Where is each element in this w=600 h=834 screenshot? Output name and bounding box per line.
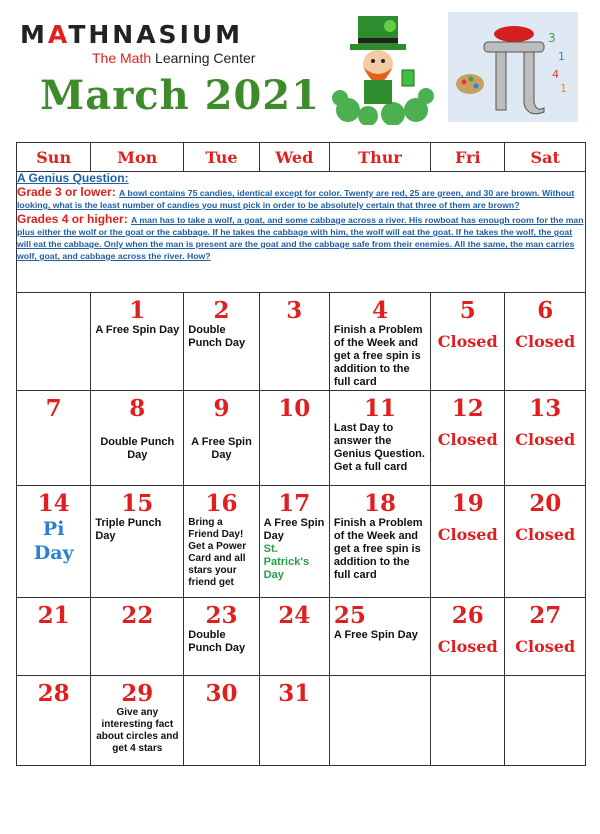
day-cell-5 <box>431 293 505 391</box>
weekday-tue: Tue <box>184 143 259 172</box>
day-number: 20 <box>529 490 562 517</box>
day-cell-16 <box>184 486 259 598</box>
weekday-wed: Wed <box>259 143 329 172</box>
day-cell-8 <box>91 391 184 486</box>
day-number: 21 <box>37 602 70 629</box>
day-cell-17 <box>259 486 329 598</box>
day-number: 9 <box>213 395 230 422</box>
day-number: 12 <box>451 395 484 422</box>
day-cell-12 <box>431 391 505 486</box>
day-cell-empty <box>17 293 91 391</box>
day-cell-11 <box>329 391 430 486</box>
day-number: 16 <box>205 490 238 517</box>
day-number: 29 <box>121 680 154 707</box>
day-cell-24 <box>259 598 329 676</box>
closed-label: Closed <box>515 637 576 656</box>
day-number: 28 <box>37 680 70 707</box>
svg-text:1: 1 <box>558 50 565 63</box>
day-number: 17 <box>278 490 311 517</box>
day-note: A Free Spin Day <box>333 629 418 641</box>
day-number: 23 <box>205 602 238 629</box>
day-number: 30 <box>205 680 238 707</box>
day-note: Finish a Problem of the Week and get a free spin is addition to the full card <box>333 517 423 581</box>
day-cell-31 <box>259 676 329 766</box>
day-cell-2 <box>184 293 259 391</box>
genius-question-box <box>17 172 586 293</box>
day-cell-1 <box>91 293 184 391</box>
day-number: 5 <box>459 297 476 324</box>
pi-character-illustration <box>448 12 578 122</box>
day-number: 8 <box>129 395 146 422</box>
day-number: 3 <box>286 297 303 324</box>
day-cell-26 <box>431 598 505 676</box>
mathnasium-logo: MATHNASIUM <box>20 20 244 49</box>
svg-text:3: 3 <box>548 31 556 45</box>
weekday-sat: Sat <box>505 143 586 172</box>
closed-label: Closed <box>437 525 498 544</box>
day-cell-13 <box>505 391 586 486</box>
day-cell-25 <box>329 598 430 676</box>
day-number: 10 <box>278 395 311 422</box>
day-number: 18 <box>363 490 396 517</box>
svg-text:4: 4 <box>552 68 559 81</box>
day-cell-4 <box>329 293 430 391</box>
day-number: 4 <box>371 297 388 324</box>
svg-text:1: 1 <box>560 82 567 95</box>
day-note: Triple Punch Day <box>95 517 162 542</box>
day-note: A Free Spin Day <box>95 324 180 336</box>
day-cell-6 <box>505 293 586 391</box>
weekday-header-row <box>17 143 586 172</box>
day-number: 7 <box>45 395 62 422</box>
day-number: 14 <box>37 490 70 517</box>
week-row-4 <box>17 598 586 676</box>
week-row-2 <box>17 391 586 486</box>
week-row-1 <box>17 293 586 391</box>
day-note: Give any interesting fact about circles and get 4 stars <box>96 707 179 754</box>
weekday-fri: Fri <box>431 143 505 172</box>
day-cell-29 <box>91 676 184 766</box>
day-cell-18 <box>329 486 430 598</box>
day-note: Double Punch Day <box>188 324 246 349</box>
day-cell-empty <box>329 676 430 766</box>
header <box>0 0 600 140</box>
day-cell-10 <box>259 391 329 486</box>
weekday-thur: Thur <box>329 143 430 172</box>
day-note: Last Day to answer the Genius Question. Get a full card <box>333 422 425 473</box>
st-patricks-label: St. Patrick's Day <box>263 543 310 581</box>
day-cell-19 <box>431 486 505 598</box>
day-number: 27 <box>529 602 562 629</box>
day-cell-14 <box>17 486 91 598</box>
day-number: 24 <box>278 602 311 629</box>
day-number: 15 <box>121 490 154 517</box>
weekday-mon: Mon <box>91 143 184 172</box>
day-cell-22 <box>91 598 184 676</box>
day-number: 19 <box>451 490 484 517</box>
pi-label: Pi <box>42 518 65 540</box>
week-row-3 <box>17 486 586 598</box>
month-title: March 2021 <box>40 72 320 119</box>
day-cell-20 <box>505 486 586 598</box>
march-calendar <box>16 142 586 766</box>
day-number: 25 <box>333 602 366 629</box>
day-cell-23 <box>184 598 259 676</box>
pi-day-label: Day <box>33 542 74 564</box>
closed-label: Closed <box>515 525 576 544</box>
day-note: A Free Spin Day <box>263 517 325 542</box>
day-cell-7 <box>17 391 91 486</box>
closed-label: Closed <box>437 332 498 351</box>
closed-label: Closed <box>515 332 576 351</box>
day-note: Finish a Problem of the Week and get a free spin is addition to the full card <box>333 324 423 388</box>
closed-label: Closed <box>437 637 498 656</box>
day-note: Bring a Friend Day! Get a Power Card and all stars your friend get <box>188 517 247 588</box>
day-cell-3 <box>259 293 329 391</box>
day-cell-27 <box>505 598 586 676</box>
day-number: 11 <box>363 395 396 422</box>
day-cell-21 <box>17 598 91 676</box>
day-cell-empty <box>431 676 505 766</box>
day-cell-28 <box>17 676 91 766</box>
closed-label: Closed <box>515 430 576 449</box>
week-row-5 <box>17 676 586 766</box>
day-number: 2 <box>213 297 230 324</box>
genius-title: A Genius Question: <box>17 171 129 185</box>
genius-question-row <box>17 172 586 293</box>
day-cell-empty <box>505 676 586 766</box>
day-note: A Free Spin Day <box>191 436 252 461</box>
grade4-question: Grades 4 or higher: A man has to take a wolf, a goat, and some cabbage across a river. His rowboat has enough room for the man plus either the wolf or the goat or the cabbage. If he takes the cabbage with him, the wolf will eat the goat. If he takes the wolf, the goat will eat the cabbage. Only when the man is present are the goat and the cabbage safe from their enemies. All the same, the man carries wolf, goat, and cabbage across the river. How? <box>17 212 584 261</box>
weekday-sun: Sun <box>17 143 91 172</box>
day-number: 22 <box>121 602 154 629</box>
day-number: 26 <box>451 602 484 629</box>
day-cell-9 <box>184 391 259 486</box>
day-cell-15 <box>91 486 184 598</box>
day-note: Double Punch Day <box>188 629 246 654</box>
day-number: 1 <box>129 297 146 324</box>
day-cell-30 <box>184 676 259 766</box>
tagline: The Math Learning Center <box>92 50 256 66</box>
day-note: Double Punch Day <box>100 436 175 461</box>
day-number: 13 <box>529 395 562 422</box>
leprechaun-illustration <box>328 10 438 125</box>
grade3-question: Grade 3 or lower: A bowl contains 75 candies, identical except for color. Twenty are red, 25 are green, and 30 are brown. Without looking, what is the least number of candies you must pick in order to be absolutely certain that three of them are brown? <box>17 185 575 210</box>
day-number: 6 <box>537 297 554 324</box>
day-number: 31 <box>278 680 311 707</box>
closed-label: Closed <box>437 430 498 449</box>
